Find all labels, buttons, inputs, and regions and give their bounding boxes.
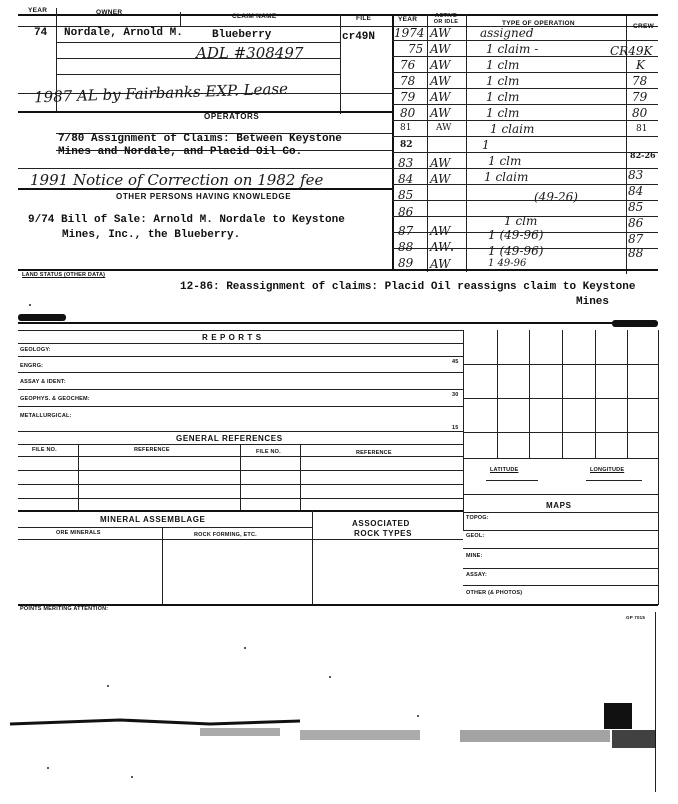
operators-line-1: 7/80 Assignment of Claims: Between Keystone	[58, 133, 342, 145]
land-status-line-2: Mines	[576, 296, 610, 308]
form-number: GP 7015	[626, 615, 646, 620]
activity-year: 82	[400, 140, 413, 150]
activity-crew: 86	[628, 216, 644, 230]
activity-year: 83	[398, 156, 414, 170]
report-label-metallurgical: METALLURGICAL:	[20, 413, 72, 419]
activity-crew: 84	[628, 184, 644, 198]
activity-year: 89	[398, 256, 414, 270]
maps-topog: TOPOG:	[466, 515, 489, 521]
report-label-geology: GEOLOGY:	[20, 347, 51, 353]
activity-operation: 1 claim	[484, 170, 529, 184]
activity-crew: 85	[628, 200, 644, 214]
report-label-engrg: ENGRG:	[20, 363, 44, 369]
activity-status: AW	[430, 224, 451, 238]
activity-crew: 81	[636, 124, 648, 134]
reports-title: R E P O R T S	[202, 333, 262, 342]
activity-status: AW	[430, 172, 451, 186]
notice-note: 1991 Notice of Correction on 1982 fee	[30, 171, 324, 189]
activity-year: 1974	[394, 26, 425, 40]
associated-label: ASSOCIATED	[352, 519, 410, 528]
activity-operation: 1 clm	[486, 74, 520, 88]
activity-year: 78	[400, 74, 416, 88]
activity-year: 84	[398, 172, 414, 186]
activity-operation: 1 clm	[504, 214, 538, 228]
maps-geol: GEOL:	[466, 533, 485, 539]
record-file: cr49N	[342, 31, 376, 43]
activity-year: 86	[398, 205, 414, 219]
activity-operation: 1	[482, 138, 490, 152]
activity-year: 80	[400, 106, 416, 120]
col-rock-forming: ROCK FORMING, ETC.	[194, 532, 257, 538]
operators-line-2: Mines and Nordale, and Placid Oil Co.	[58, 146, 303, 158]
activity-operation: 1 clm	[488, 154, 522, 168]
activity-crew: 80	[632, 106, 648, 120]
longitude-label: LONGITUDE	[590, 467, 625, 473]
activity-year: 81	[400, 123, 412, 133]
mineral-title: MINERAL ASSEMBLAGE	[100, 515, 206, 524]
report-num: 45	[452, 359, 459, 365]
maps-title: MAPS	[546, 501, 572, 510]
header-crew: CREW	[633, 23, 655, 30]
activity-year: 75	[408, 42, 424, 56]
record-owner: Nordale, Arnold M.	[64, 27, 183, 39]
activity-status: AW	[436, 123, 452, 133]
activity-status: AW	[430, 106, 451, 120]
col-file-no-2: FILE NO.	[256, 449, 281, 455]
activity-crew: CR49K	[610, 44, 653, 58]
activity-crew: 83	[628, 168, 644, 182]
col-reference-2: REFERENCE	[356, 450, 392, 456]
report-num: 15	[452, 425, 459, 431]
header-type-of-operation: TYPE OF OPERATION	[502, 20, 575, 27]
report-label-assay: ASSAY & IDENT:	[20, 379, 66, 385]
adl-note: ADL #308497	[196, 44, 304, 62]
activity-crew: 78	[632, 74, 648, 88]
activity-status: AW	[430, 74, 451, 88]
activity-status: AW	[430, 90, 451, 104]
activity-status: AW	[430, 240, 451, 254]
activity-crew: 79	[632, 90, 648, 104]
activity-operation: 1 claim	[490, 122, 535, 136]
record-claim-name: Blueberry	[212, 29, 272, 41]
header-year: YEAR	[28, 7, 48, 14]
activity-year: 76	[400, 58, 416, 72]
activity-status: AW	[430, 26, 451, 40]
activity-crew: 82-26	[630, 150, 656, 160]
land-status-label: LAND STATUS (OTHER DATA)	[22, 272, 106, 278]
header-claim-name: CLAIM NAME	[232, 13, 277, 20]
activity-year: 88	[398, 240, 414, 254]
activity-operation: 1 clm	[486, 106, 520, 120]
lease-note: 1987 AL by Fairbanks EXP. Lease	[33, 79, 289, 107]
activity-crew: K	[636, 58, 645, 72]
activity-status: AW	[430, 42, 451, 56]
header-owner: OWNER	[96, 9, 123, 16]
header-year-2: YEAR	[398, 16, 418, 23]
activity-operation: 1 clm	[486, 58, 520, 72]
operators-title: OPERATORS	[204, 112, 260, 121]
activity-crew: 87	[628, 232, 644, 246]
activity-operation: 1 (49-96)	[488, 228, 544, 242]
activity-operation: assigned	[480, 26, 534, 40]
general-references-title: GENERAL REFERENCES	[176, 434, 283, 443]
header-file: FILE	[356, 15, 372, 22]
activity-status: AW	[430, 58, 451, 72]
header-active-idle: ACTIVE OR IDLE	[433, 13, 459, 25]
activity-year: 87	[398, 224, 414, 238]
activity-operation: 1 (49-96)	[488, 244, 544, 258]
rock-types-label: ROCK TYPES	[354, 529, 413, 538]
other-persons-line-1: 9/74 Bill of Sale: Arnold M. Nordale to Keystone	[28, 214, 345, 226]
activity-year: 85	[398, 188, 414, 202]
col-reference-1: REFERENCE	[134, 447, 170, 453]
activity-year: 79	[400, 90, 416, 104]
activity-status: AW	[430, 257, 451, 271]
report-label-geophys: GEOPHYS. & GEOCHEM:	[20, 396, 90, 402]
maps-other: OTHER (& PHOTOS)	[466, 590, 523, 596]
maps-mine: MINE:	[466, 553, 483, 559]
record-year: 74	[34, 27, 48, 39]
land-status-line-1: 12-86: Reassignment of claims: Placid Oil reassigns claim to Keystone	[180, 281, 636, 293]
col-ore-minerals: ORE MINERALS	[56, 530, 101, 536]
activity-crew: 88	[628, 246, 644, 260]
activity-operation: 1 49-96	[488, 258, 527, 269]
col-file-no-1: FILE NO.	[32, 447, 57, 453]
maps-assay: ASSAY:	[466, 572, 488, 578]
report-num: 30	[452, 392, 459, 398]
latitude-label: LATITUDE	[490, 467, 519, 473]
other-persons-title: OTHER PERSONS HAVING KNOWLEDGE	[116, 192, 292, 201]
points-label: POINTS MERITING ATTENTION:	[20, 606, 109, 612]
activity-operation: (49-26)	[534, 190, 578, 204]
activity-operation: 1 claim -	[486, 42, 539, 56]
activity-operation: 1 clm	[486, 90, 520, 104]
activity-status: AW	[430, 156, 451, 170]
other-persons-line-2: Mines, Inc., the Blueberry.	[62, 229, 241, 241]
